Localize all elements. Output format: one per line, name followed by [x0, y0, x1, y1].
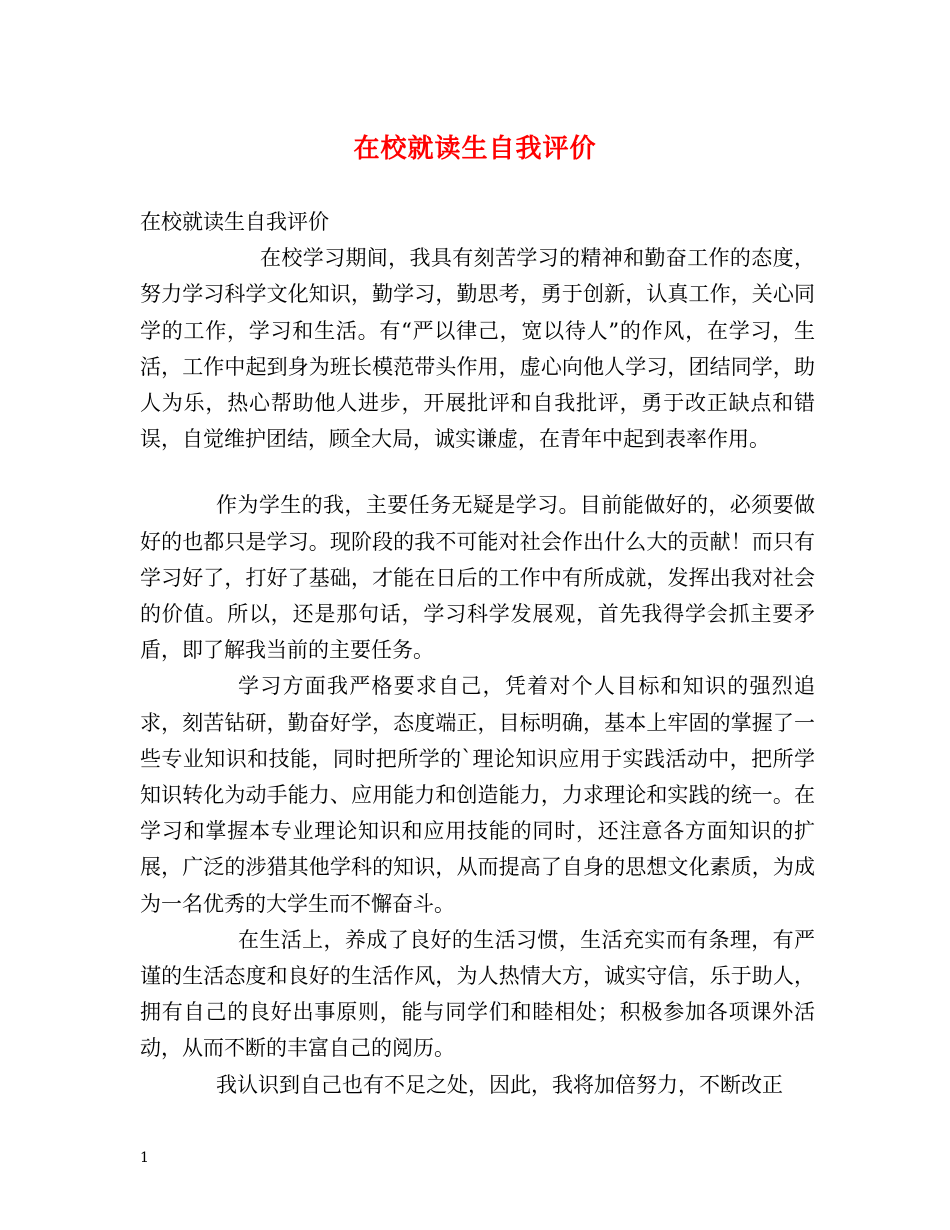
paragraph-1: 在校学习期间，我具有刻苦学习的精神和勤奋工作的态度，努力学习科学文化知识，勤学习，勤思考，勇于创新，认真工作，关心同学的工作，学习和生活。有“严以律己，宽以待人”的作风，在学习，生活，工作中起到身为班长模范带头作用，虚心向他人学习，团结同学，助人为乐，热心帮助他人进步，开展批评和自我批评，勇于改正缺点和错误，自觉维护团结，顾全大局，诚实谦虚，在青年中起到表率作用。: [140, 246, 815, 452]
document-subtitle: 在校就读生自我评价: [140, 210, 329, 234]
paragraph-3: 学习方面我严格要求自己，凭着对个人目标和知识的强烈追求，刻苦钻研，勤奋好学，态度端正，目标明确，基本上牢固的掌握了一些专业知识和技能，同时把所学的`理论知识应用于实践活动中，把所学知识转化为动手能力、应用能力和创造能力，力求理论和实践的统一。在学习和掌握本专业理论知识和应用技能的同时，还注意各方面知识的扩展，广泛的涉猎其他学科的知识，从而提高了自身的思想文化素质，为成为一名优秀的大学生而不懈奋斗。: [140, 674, 815, 916]
page-number: 1: [140, 1150, 149, 1166]
paragraph-2: 作为学生的我，主要任务无疑是学习。目前能做好的，必须要做好的也都只是学习。现阶段的我不可能对社会作出什么大的贡献！而只有学习好了，打好了基础，才能在日后的工作中有所成就，发挥出我对社会的价值。所以，还是那句话，学习科学发展观，首先我得学会抓主要矛盾，即了解我当前的主要任务。: [140, 493, 815, 663]
document-body: [140, 204, 815, 1103]
paragraph-5: 我认识到自己也有不足之处，因此，我将加倍努力，不断改正: [216, 1072, 783, 1097]
document-title: 在校就读生自我评价: [353, 134, 597, 164]
paragraph-4: 在生活上，养成了良好的生活习惯，生活充实而有条理，有严谨的生活态度和良好的生活作风，为人热情大方，诚实守信，乐于助人，拥有自己的良好出事原则，能与同学们和睦相处；积极参加各项课外活动，从而不断的丰富自己的阅历。: [140, 927, 815, 1061]
